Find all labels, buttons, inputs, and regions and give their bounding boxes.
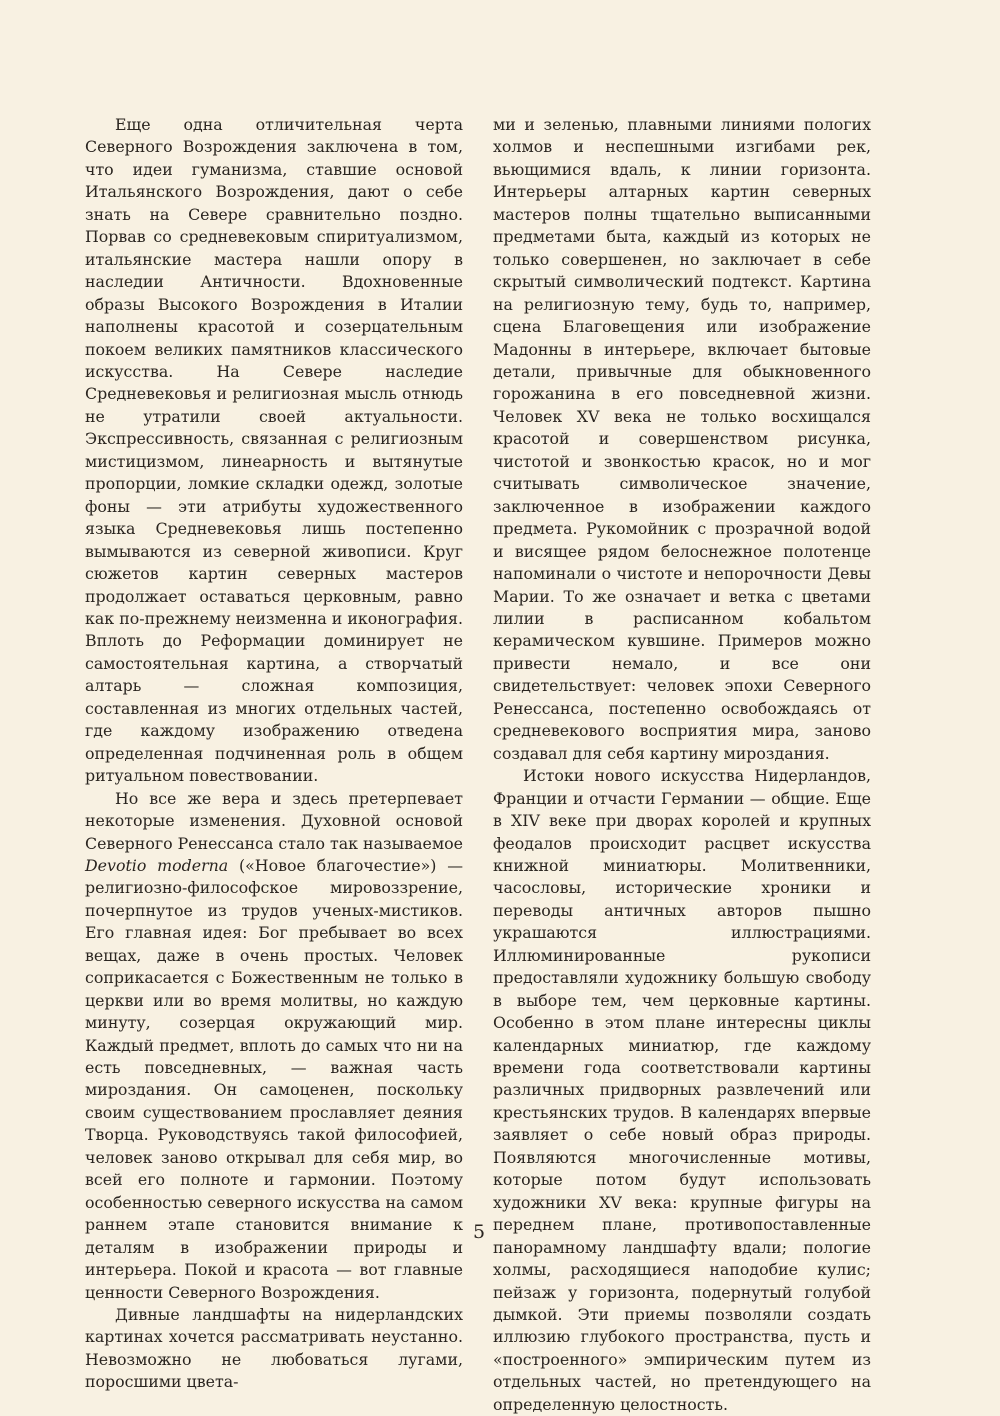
- paragraph-continuation: ми и зеленью, плавными линиями пологих холмов и неспешными изгибами рек, вьющимися вдаль, к линии горизонта. Интерьеры алтарных картин северных мастеров полны тщательно выписанными предметами быта, каждый из которых не только совершенен, но заключает в себе скрытый символический подтекст. Картина на религиозную тему, будь то, например, сцена Благовещения или изображение Мадонны в интерьере, включает бытовые детали, привычные для обыкновенного горожанина в его повседневной жизни. Человек XV века не только восхищался красотой и совершенством рисунка, чистотой и звонкостью красок, но и мог считывать символическое значение, заключенное в изображении каждого предмета. Рукомойник с прозрачной водой и висящее рядом белоснежное полотенце напоминали о чистоте и непорочности Девы Марии. То же означает и ветка с цветами лилии в расписанном кобальтом керамическом кувшине. Примеров можно привести немало, и все они свидетельствует: человек эпохи Северного Ренессанса, постепенно освобождаясь от средневекового восприятия мира, заново создавал для себя картину мироздания.: [493, 115, 871, 763]
- paragraph-text: Но все же вера и здесь претерпевает некоторые изменения. Духовной основой Северного Ренессанса стало так называемое: [85, 788, 463, 853]
- paragraph: Дивные ландшафты на нидерландских картинах хочется рассматривать неустанно. Невозможно не любоваться лугами, поросшими цвета-: [85, 1305, 463, 1392]
- paragraph: Истоки нового искусства Нидерландов, Франции и отчасти Германии — общие. Еще в XIV веке при дворах королей и крупных феодалов происходит расцвет искусства книжной миниатюры. Молитвенники, часословы, исторические хроники и переводы античных авторов пышно украшаются иллюстрациями. Иллюминированные рукописи предоставляли художнику большую свободу в выборе тем, чем церковные картины. Особенно в этом плане интересны циклы календарных миниатюр, где каждому времени года соответствовали картины различных придворных развлечений или крестьянских трудов. В календарях впервые заявляет о себе новый образ природы. Появляются многочисленные мотивы, которые потом будут использовать художники XV века: крупные фигуры на переднем плане, противопоставленные панорамному ландшафту вдали; пологие холмы, расходящиеся наподобие кулис; пейзаж у горизонта, подернутый голубой дымкой. Эти приемы позволяли создать иллюзию глубокого пространства, пусть и «построенного» эмпирическим путем из отдельных частей, но претендующего на определенную целостность.: [493, 766, 871, 1414]
- paragraph-text: («Новое благочестие») — религиозно-философское мировоззрение, почерпнутое из трудов ученых-мистиков. Его главная идея: Бог пребывает во всех вещах, даже в очень простых. Человек соприкасается с Божественным не только в церкви или во время молитвы, но каждую минуту, созерцая окружающий мир. Каждый предмет, вплоть до самых что ни на есть повседневных, — важная часть мироздания. Он самоценен, поскольку своим существованием прославляет деяния Творца. Руководствуясь такой философией, человек заново открывал для себя мир, во всей его полноте и гармонии. Поэтому особенностью северного искусства на самом раннем этапе становится внимание к деталям в изображении природы и интерьера. Покой и красота — вот главные ценности Северного Возрождения.: [85, 855, 463, 1302]
- page-number: 5: [472, 1221, 486, 1243]
- paragraph: Еще одна отличительная черта Северного Возрождения заключена в том, что идеи гуманизма, ставшие основой Итальянского Возрождения, дают о себе знать на Севере сравнительно поздно. Порвав со средневековым спиритуализмом, итальянские мастера нашли опору в наследии Античности. Вдохновенные образы Высокого Возрождения в Италии наполнены красотой и созерцательным покоем великих памятников классического искусства. На Севере наследие Средневековья и религиозная мысль отнюдь не утратили своей актуальности. Экспрессивность, связанная с религиозным мистицизмом, линеарность и вытянутые пропорции, ломкие складки одежд, золотые фоны — эти атрибуты художественного языка Средневековья лишь постепенно вымываются из северной живописи. Круг сюжетов картин северных мастеров продолжает оставаться церковным, равно как по-прежнему неизменна и иконография. Вплоть до Реформации доминирует не самостоятельная картина, а створчатый алтарь — сложная композиция, составленная из многих отдельных частей, где каждому изображению отведена определенная подчиненная роль в общем ритуальном повествовании.: [85, 115, 463, 786]
- left-text-column: [85, 114, 463, 1394]
- italic-term: Devotio moderna: [85, 855, 229, 875]
